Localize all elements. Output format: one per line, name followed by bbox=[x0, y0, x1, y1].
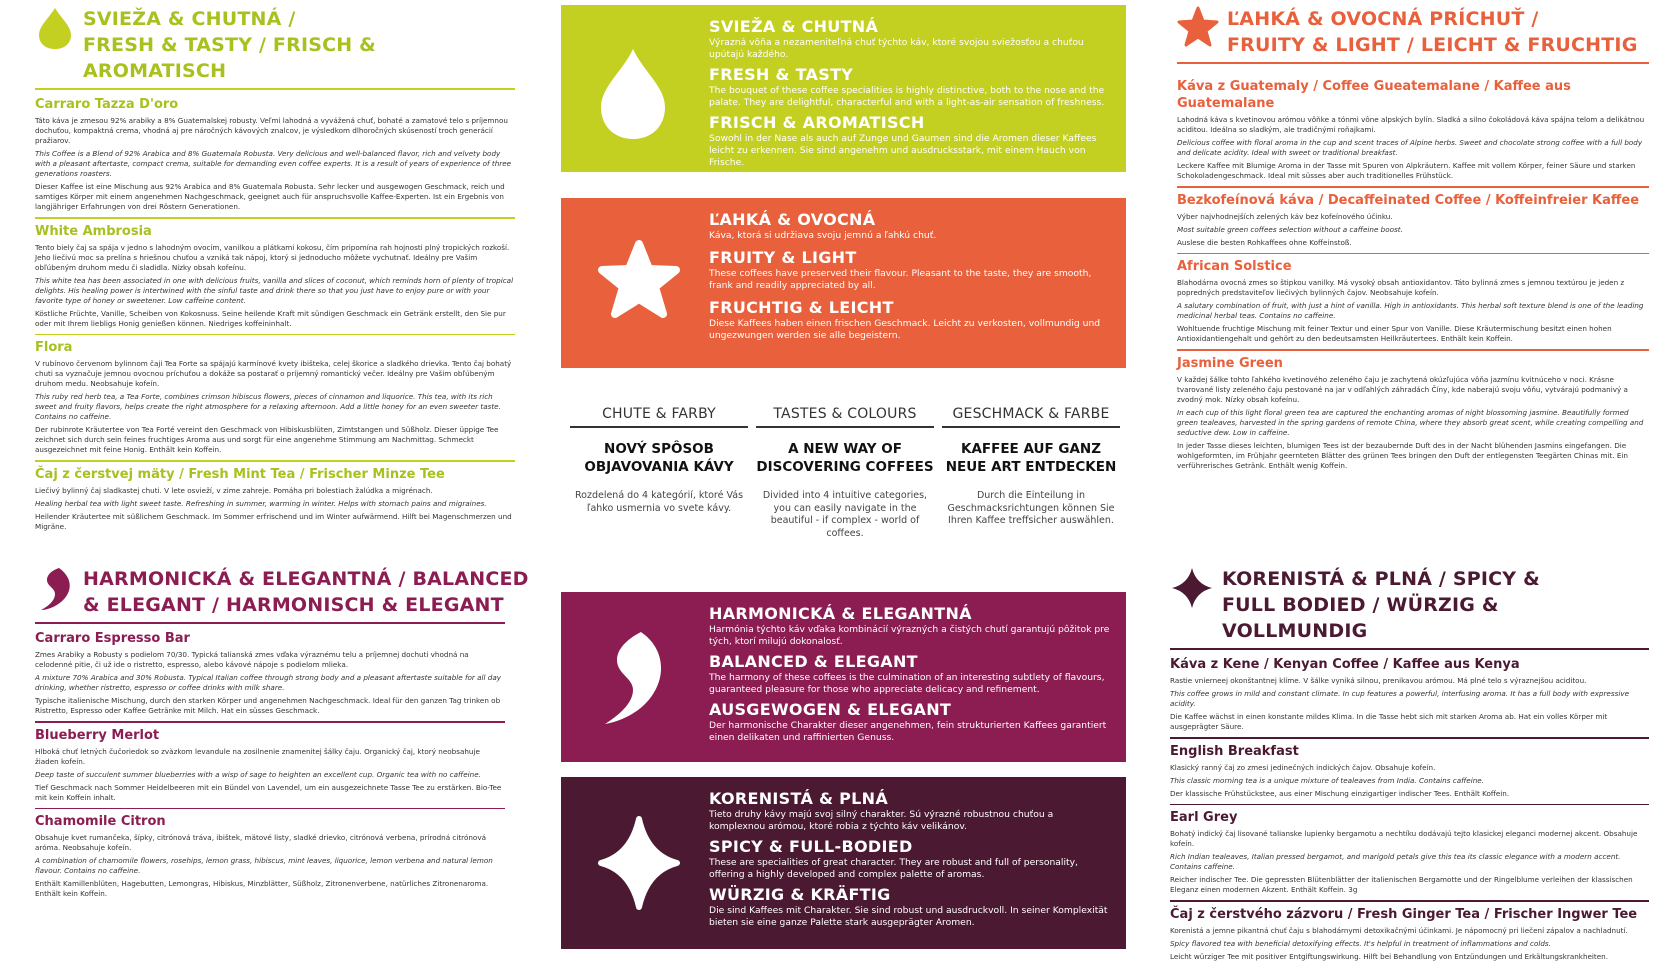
panel-heading-sk: HARMONICKÁ & ELEGANTNÁ bbox=[709, 604, 972, 623]
panel-light bbox=[561, 198, 1126, 368]
item-desc-de: Tief Geschmack nach Sommer Heidelbeeren mit ein Bündel von Lavendel, um ein ausgezeichnete Tasse Tee zu erstärken. Bio-Tee mit kein Koffein inhalt. bbox=[35, 782, 502, 802]
item-divider bbox=[35, 721, 505, 723]
item-desc-en: Rich Indian tealeaves, Italian pressed bergamot, and marigold petals give this tea its classic elegance with a modern accent. Contains caffeine. bbox=[1170, 852, 1621, 871]
item-desc-de: Wohltuende fruchtige Mischung mit feiner Textur und einer Spur von Vanille. Diese Kräutermischung besitzt einen hohen Antioxidantiengehalt und gehört zu den bedeutsamsten Heilkräutertees. Enthält kein Koffein. bbox=[1177, 324, 1612, 343]
item-divider bbox=[1170, 737, 1649, 739]
item-name: Jasmine Green bbox=[1177, 355, 1283, 371]
intro-heading: A NEW WAY OF DISCOVERING COFFEES bbox=[756, 441, 934, 475]
item-desc-sk: Blahodárna ovocná zmes so štipkou vanilky. Má vysoký obsah antioxidantov. Táto bylinná zmes s jemnou textúrou je jeden z popredných predstaviteľov liečivých bylinných čajov. Neobsahuje kofeín. bbox=[1177, 278, 1625, 297]
item-desc-en: Deep taste of succulent summer blueberries with a wisp of sage to heighten an excellent cup. Organic tea with no caffeine. bbox=[35, 769, 481, 779]
section-fresh-rule bbox=[35, 88, 515, 90]
section-fresh-header bbox=[35, 6, 515, 84]
item-divider bbox=[1170, 804, 1649, 806]
section-light-title-line1: ĽAHKÁ & OVOCNÁ PRÍCHUŤ / bbox=[1227, 8, 1539, 30]
item-desc-en: This Coffee is a Blend of 92% Arabica and 8% Guatemala Robusta. Very delicious and well-balanced flavor, rich and velvety body with a pleasant aftertaste, compact crema, suitable for demanding even coffee experts. It is a result of years of experience of three generations roasters. bbox=[35, 149, 512, 178]
panel-balanced bbox=[561, 592, 1126, 762]
menu-item bbox=[1177, 258, 1649, 351]
item-desc-sk: Klasický ranný čaj zo zmesi jedinečných indických čajov. Obsahuje kofeín. bbox=[1170, 762, 1436, 772]
section-balanced-rule bbox=[35, 622, 505, 624]
section-balanced-title bbox=[83, 566, 529, 618]
item-desc-en: Spicy flavored tea with beneficial detoxifying effects. It's helpful in treatment of inflammations and colds. bbox=[1170, 938, 1551, 948]
panel-heading-de: FRISCH & AROMATISCH bbox=[709, 113, 925, 132]
panel-desc-en: These coffees have preserved their flavour. Pleasant to the taste, they are smooth, frank and readily appreciated by all. bbox=[709, 268, 1092, 291]
item-desc-sk: Liečivý bylinný čaj sladkastej chuti. V lete osvieží, v zime zahreje. Pomáha pri bolestiach žalúdka a migrénach. bbox=[35, 485, 433, 495]
menu-item bbox=[1170, 743, 1649, 806]
item-desc-en: In each cup of this light floral green tea are captured the enchanting aromas of night blossoming jasmine. Beautifully formed green tealeaves, harvested in the spring gardens of remote China, where they absorb great scent, while creating compelling and seductive dew. Low in caffeine. bbox=[1177, 407, 1644, 437]
star-icon bbox=[1177, 6, 1219, 48]
menu-item bbox=[1177, 192, 1649, 255]
item-desc-en: This coffee grows in mild and constant climate. In cup features a powerful, interfusing aroma. It has a full body with expressive acidity. bbox=[1170, 689, 1629, 708]
section-spicy-title bbox=[1222, 566, 1649, 644]
panel-heading-en: BALANCED & ELEGANT bbox=[709, 652, 918, 671]
star-icon bbox=[597, 238, 681, 322]
panel-light-text bbox=[709, 210, 1112, 346]
item-desc-de: Köstliche Früchte, Vanille, Scheiben von Kokosnuss. Seine heilende Kraft mit sündigen Geschmack ein Getränk erstellt, den Sie pur oder mit Ihrem liebligs Honig genießen können. Niedriges koffeininhalt. bbox=[35, 308, 506, 328]
item-desc-de: Der klassische Frühstückstee, aus einer Mischung einzigartiger indischer Tees. Enthält Koffein. bbox=[1170, 788, 1510, 798]
menu-item bbox=[35, 630, 505, 723]
menu-item bbox=[1170, 809, 1649, 902]
intro-label: GESCHMACK & FARBE bbox=[942, 406, 1120, 428]
sparkle-icon bbox=[597, 815, 681, 911]
section-spicy-rule bbox=[1170, 648, 1649, 650]
item-desc-de: Typische italienische Mischung, durch den starken Körper und angenehmen Nachgeschmack. Ideal für den ganzen Tag trinken ob Ristretto, Espresso oder Kaffee Getränke mit Milch. Hat ein süsses Geschmack. bbox=[35, 696, 501, 715]
item-desc-de: Leckere Kaffee mit Blumige Aroma in der Tasse mit Spuren von Alpkräutern. Kaffee mit vollem Körper, feiner Säure und starken Schokoladengeschmack. Ideal mit süsses aber auch traditionelles Frühstück. bbox=[1177, 161, 1636, 180]
menu-item bbox=[35, 466, 515, 532]
panel-heading-en: SPICY & FULL-BODIED bbox=[709, 837, 913, 856]
item-desc-de: Dieser Kaffee ist eine Mischung aus 92% Arabica and 8% Guatemala Robusta. Sehr lecker und ausgewogen Geschmack, reich und samtiges Körper mit einem angenehmen Nachgeschmack, geeignet auch für anspruchsvolle Kaffee-Experten. Ist ein Ergebnis von langjähriger Erfahrungen von drei Röstern Generationen. bbox=[35, 182, 505, 211]
item-name: Káva z Guatemaly / Coffee Gueatemalane / Kaffee aus Guatemalane bbox=[1177, 79, 1571, 111]
panel-desc-de: Diese Kaffees haben einen frischen Geschmack. Leicht zu verkosten, vollmundig und ungezwungen werden sie alle begeistern. bbox=[709, 318, 1101, 341]
item-name: African Solstice bbox=[1177, 259, 1292, 274]
drop-icon bbox=[35, 6, 75, 50]
item-desc-sk: Korenistá a jemne pikantná chuť čaju s blahodárnymi detoxikačnými účinkami. Je nápomocný pri liečení zápalov a nachladnutí. bbox=[1170, 925, 1628, 935]
section-light-title bbox=[1227, 6, 1638, 58]
menu-item bbox=[35, 223, 515, 336]
intro-column-de bbox=[942, 406, 1120, 556]
item-divider bbox=[35, 217, 515, 219]
item-name: Carraro Tazza D'oro bbox=[35, 97, 179, 112]
panel-spicy-text bbox=[709, 789, 1112, 933]
menu-item bbox=[35, 96, 515, 219]
item-name: White Ambrosia bbox=[35, 223, 152, 239]
intro-label: CHUTE & FARBY bbox=[570, 406, 748, 428]
section-spicy-title-line1: KORENISTÁ & PLNÁ / SPICY & bbox=[1222, 568, 1540, 590]
item-desc-sk: Obsahuje kvet rumančeka, šípky, citrónová tráva, ibištek, mätové listy, sladké drievko, citrónová verbena, prírodná citrónová aróma. Neobsahuje kofeín. bbox=[35, 833, 486, 852]
panel-desc-de: Die sind Kaffees mit Charakter. Sie sind robust und ausdruckvoll. In seiner Komplexität bieten sie eine ganze Palette stark ausgeprägter Aromen. bbox=[709, 905, 1108, 928]
panel-desc-sk: Tieto druhy kávy majú svoj silný charakter. Sú výrazné robustnou chuťou a komplexnou arómou, ktoré robia z týchto káv velikánov. bbox=[709, 809, 1054, 832]
item-desc-sk: Rastie vnierneej okonštantnej klíme. V šálke vyniká silnou, prenikavou arómou. Má plné telo s výraznejšou aciditou. bbox=[1170, 676, 1587, 685]
sparkle-icon bbox=[1170, 566, 1214, 610]
item-name: Carraro Espresso Bar bbox=[35, 631, 190, 646]
item-name: English Breakfast bbox=[1170, 743, 1299, 759]
item-desc-sk: Zmes Arabiky a Robusty s podielom 70/30. Typická talianská zmes vďaka výraznému telu a príjemnej dochuti vhodná na celodenné pitie, či už ide o ristretto, espresso, alebo kávové nápoje s podielom mlieka. bbox=[35, 650, 469, 669]
section-spicy bbox=[1170, 566, 1649, 966]
menu-item bbox=[35, 727, 505, 810]
section-light-header bbox=[1177, 6, 1649, 58]
drop-icon bbox=[597, 47, 669, 141]
intro-column-en bbox=[756, 406, 934, 556]
section-light-rule bbox=[1177, 62, 1649, 64]
menu-item bbox=[35, 339, 515, 462]
panel-heading-de: AUSGEWOGEN & ELEGANT bbox=[709, 700, 952, 719]
item-desc-en: Healing herbal tea with light sweet taste. Refreshing in summer, warming in winter. Helps with stomach pains and migraines. bbox=[35, 498, 487, 508]
item-desc-en: A combination of chamomile flowers, rosehips, lemon grass, hibiscus, mint leaves, liquorice, lemon verbena and natural lemon flavour. Contains no caffeine. bbox=[35, 856, 493, 875]
panel-desc-de: Der harmonische Charakter dieser angenehmen, fein strukturierten Kaffees garantiert einen delikaten und raffinierten Genuss. bbox=[709, 720, 1107, 743]
section-fresh-title-line1: SVIEŽA & CHUTNÁ / bbox=[83, 8, 296, 30]
intro-columns bbox=[570, 406, 1120, 556]
section-light-title-line2: FRUITY & LIGHT / LEICHT & FRUCHTIG bbox=[1227, 34, 1638, 56]
item-desc-en: This classic morning tea is a unique mixture of tealeaves from India. Contains caffeine. bbox=[1170, 775, 1484, 785]
item-desc-de: Der rubinrote Kräutertee von Tea Forté vereint den Geschmack von Hibiskusblüten, Zimtstangen und Süßholz. Dieser üppige Tee zeichnet sich durch sein feines fruchtiges Aroma aus und sorgt für eine angenehme Stimmung am Nachmittag. Schmeckt ausgezeichnet mit feine Honig. Enthält kein Koffein. bbox=[35, 425, 499, 454]
intro-desc: Durch die Einteilung in Geschmacksrichtungen können Sie Ihren Kaffee treffsicher auswählen. bbox=[947, 490, 1115, 526]
section-fresh-title bbox=[83, 6, 515, 84]
panel-desc-sk: Káva, ktorá si udržiava svoju jemnú a ľahkú chuť. bbox=[709, 230, 937, 241]
panel-desc-sk: Harmónia týchto káv vďaka kombinácií výrazných a čistých chutí garantujú pôžitok pre tých, ktorí milujú dokonalosť. bbox=[709, 624, 1110, 647]
item-name: Čaj z čerstvej mäty / Fresh Mint Tea / Frischer Minze Tee bbox=[35, 466, 445, 482]
panel-heading-sk: SVIEŽA & CHUTNÁ bbox=[709, 17, 879, 36]
item-name: Bezkofeínová káva / Decaffeinated Coffee / Koffeinfreier Kaffee bbox=[1177, 192, 1640, 208]
item-name: Čaj z čerstvého zázvoru / Fresh Ginger Tea / Frischer Ingwer Tee bbox=[1170, 906, 1638, 922]
item-desc-sk: Táto káva je zmesou 92% arabiky a 8% Guatemalskej robusty. Veľmi lahodná a vyvážená chuť, bohaté a zamatové telo s príjemnou dochuťou, kompaktná crema, vhodná aj pre náročných kávových znalcov, je výsledkom dlhoročných skúseností troch generácií pražiarov. bbox=[35, 116, 508, 145]
section-spicy-header bbox=[1170, 566, 1649, 644]
menu-item bbox=[1170, 906, 1649, 962]
panel-heading-en: FRESH & TASTY bbox=[709, 65, 854, 84]
item-divider bbox=[1177, 349, 1649, 351]
menu-item bbox=[1177, 78, 1649, 188]
panel-heading-de: WÜRZIG & KRÄFTIG bbox=[709, 885, 891, 904]
item-divider bbox=[35, 334, 515, 336]
panel-fresh bbox=[561, 5, 1126, 172]
item-desc-de: Enthält Kamillenblüten, Hagebutten, Lemongras, Hibiskus, Minzblätter, Süßholz, Zitronenverbene, natürliches Zitronenaroma. Enthält kein Koffein. bbox=[35, 879, 489, 898]
panel-desc-en: The harmony of these coffees is the culmination of an interesting subtlety of flavours, guaranteed pleasure for those who appreciate delicacy and refinement. bbox=[709, 672, 1105, 695]
section-fresh-title-line2: FRESH & TASTY / FRISCH & AROMATISCH bbox=[83, 34, 376, 82]
panel-balanced-text bbox=[709, 604, 1112, 748]
section-balanced-title-line2: & ELEGANT / HARMONISCH & ELEGANT bbox=[83, 594, 504, 616]
item-desc-sk: V každej šálke tohto ľahkého kvetinového zeleného čaju je zachytená okúzľujúca vôňa jazmínu kvitnúceho v noci. Krásne tvarované listy zeleného čaju pestované na jar v odľahlých záhradách Číny, kde naberajú svoju vôňu, vytvárajú podmanivý a zvodný mok. Nízky obsah kofeínu. bbox=[1177, 374, 1628, 404]
menu-item bbox=[35, 813, 505, 899]
item-name: Chamomile Citron bbox=[35, 814, 166, 829]
intro-heading: KAFFEE AUF GANZ NEUE ART ENTDECKEN bbox=[945, 441, 1117, 475]
panel-heading-de: FRUCHTIG & LEICHT bbox=[709, 298, 894, 317]
item-desc-de: In jeder Tasse dieses leichten, blumigen Tees ist der bezaubernde Duft des in der Nacht blühenden Jasmins eingefangen. Die wohlgeformten, im Frühjahr geernteten Blätter des grünen Tees bringen den Duft der entlegensten Teegärten Chinas mit. Ein verführerisches Getränk. Enthält wenig Koffein. bbox=[1177, 440, 1628, 470]
item-divider bbox=[1177, 253, 1649, 255]
item-desc-en: This white tea has been associated in one with delicious fruits, vanilla and slices of coconut, which reminds horn of plenty of tropical delights. His healing power is intertwined with the sinful taste and drink there so that you just have to enjoy pure or with your favorite type of honey or sweetener. Low caffeine content. bbox=[35, 275, 514, 305]
item-desc-de: Auslese die besten Rohkaffees ohne Koffeinstoß. bbox=[1177, 237, 1352, 247]
panel-spicy bbox=[561, 777, 1126, 949]
intro-heading: NOVÝ SPÔSOB OBJAVOVANIA KÁVY bbox=[584, 441, 734, 475]
panel-fresh-text bbox=[709, 17, 1112, 173]
item-divider bbox=[1177, 186, 1649, 188]
item-desc-sk: V rubínovo červenom bylinnom čaji Tea Forte sa spájajú karmínové kvety ibištekа, celej škorice a sladkého drievka. Tento čaj bohatý chuti sa vyznačuje jemnou ovocnou príchuťou a dokáže sa postarať o príjemný romantický večer. Ideálny pre Vašim obľúbeným druhom medu. Neobsahuje kofeín. bbox=[35, 359, 512, 388]
item-name: Flora bbox=[35, 340, 73, 355]
section-balanced-title-line1: HARMONICKÁ & ELEGANTNÁ / BALANCED bbox=[83, 568, 529, 590]
item-desc-en: Delicious coffee with floral aroma in the cup and scent traces of Alpine herbs. Sweet and chocolate strong coffee with a full body and delicate acidity. Ideal with sweet or traditional breakfast. bbox=[1177, 138, 1643, 157]
section-light bbox=[1177, 6, 1649, 475]
panel-heading-sk: KORENISTÁ & PLNÁ bbox=[709, 789, 889, 808]
panel-desc-en: These are specialities of great character. They are robust and full of personality, offering a highly developed and complex palette of aromas. bbox=[709, 857, 1078, 880]
intro-column-sk bbox=[570, 406, 748, 556]
item-desc-sk: Tento biely čaj sa spája v jedno s lahodným ovocím, vanilkou a plátkami kokosu, čím pripomína rah hojnosti plný tropických rozkoší. Jeho liečivú moc sa prelína s hriešnou chuťou a vzniká tak nápoj, ktorý si jednoducho môžete vychutnať. Ideálny pre Vašim obľúbeným druhom medu či sladidla. Nízky obsah kofeínu. bbox=[35, 242, 510, 272]
swirl-icon bbox=[597, 628, 671, 728]
item-desc-sk: Lahodná káva s kvetinovou arómou vôňke a tónmi vône alpských bylín. Sladká a silno čokoládová káva spájna telom a delikátnou aciditou. Ideálna so sladkým, ale tradičnými roňajkami. bbox=[1177, 115, 1645, 134]
intro-desc: Rozdelená do 4 kategórií, ktoré Vás ľahko usmernia vo svete kávy. bbox=[574, 490, 744, 514]
panel-heading-sk: ĽAHKÁ & OVOCNÁ bbox=[709, 210, 876, 229]
item-desc-de: Die Kaffee wächst in einen konstante mildes Klima. In die Tasse hebt sich mit starken Aroma ab. Hat ein volles Körper mit ausgeprägter Säure. bbox=[1170, 712, 1608, 731]
panel-desc-sk: Výrazná vôňa a nezameniteľná chuť týchto káv, ktoré svojou sviežosťou a chuťou upútajú každého. bbox=[709, 37, 1084, 60]
menu-item bbox=[1170, 656, 1649, 739]
panel-heading-en: FRUITY & LIGHT bbox=[709, 248, 857, 267]
item-desc-de: Heilender Kräutertee mit süßlichem Geschmack. Im Sommer erfrischend und im Winter aufwärmend. Hilft bei Magenschmerzen und Migräne. bbox=[35, 511, 512, 531]
item-name: Earl Grey bbox=[1170, 810, 1238, 825]
item-desc-en: Most suitable green coffees selection without a caffeine boost. bbox=[1177, 224, 1403, 234]
item-name: Blueberry Merlot bbox=[35, 727, 160, 743]
item-desc-sk: Výber najvhodnejších zelených káv bez kofeínového účinku. bbox=[1177, 211, 1393, 221]
panel-desc-de: Sowohl in der Nase als auch auf Zunge und Gaumen sind die Aromen dieser Kaffees leicht zu erkennen. Sie sind angenehm und ausdrucksstark, mit einem Hauch von Frische. bbox=[709, 133, 1097, 168]
item-divider bbox=[35, 808, 505, 810]
menu-item bbox=[1177, 355, 1649, 471]
item-divider bbox=[35, 460, 515, 462]
item-desc-de: Leicht würziger Tee mit positiver Entgiftungswirkung. Hilft bei Behandlung von Entzündungen und Erkältungskrankheiten. bbox=[1170, 951, 1609, 961]
item-desc-en: A mixture 70% Arabica and 30% Robusta. Typical Italian coffee through strong body and a pleasant aftertaste suitable for all day drinking, whether ristretto, espresso or coffee drinks with milk share. bbox=[35, 673, 502, 692]
panel-desc-en: The bouquet of these coffee specialities is highly distinctive, both to the nose and the palate. They are delightful, characterful and with a light-as-air sensation of freshness. bbox=[709, 85, 1105, 108]
item-desc-sk: Bohatý indický čaj lisované talianske lupienky bergamotu a nechtíku dodávajú tejto klasickej eleganci modernej akcent. Obsahuje kofeín. bbox=[1170, 829, 1638, 848]
section-fresh bbox=[35, 6, 515, 536]
section-balanced bbox=[35, 566, 535, 903]
item-desc-en: A salutary combination of fruit, with just a hint of vanilla. High in antioxidants. This herbal soft texture blend is one of the leading medicinal herbal teas. Contains no caffeine. bbox=[1177, 301, 1644, 320]
intro-desc: Divided into 4 intuitive categories, you can easily navigate in the beautiful - if complex - world of coffees. bbox=[762, 490, 928, 539]
intro-label: TASTES & COLOURS bbox=[756, 406, 934, 428]
section-balanced-header bbox=[35, 566, 535, 618]
item-name: Káva z Kene / Kenyan Coffee / Kaffee aus Kenya bbox=[1170, 657, 1520, 672]
swirl-icon bbox=[35, 566, 75, 612]
item-divider bbox=[1170, 900, 1649, 902]
item-desc-sk: Hlboká chuť letných čučoriedok so zvàzkom levandule na zosilnenie znamenitej šálky čaju. Organický čaj, ktorý neobsahuje žiaden kofeín. bbox=[35, 746, 480, 766]
item-desc-en: This ruby red herb tea, a Tea Forte, combines crimson hibiscus flowers, pieces of cinnamon and liquorice. This tea, with its rich sweet and fruity flavors, helps create the right atmosphere for a relaxing afternoon. Add a little honey for an even sweeter taste. Contains no caffeine. bbox=[35, 392, 501, 421]
section-spicy-title-line2: FULL BODIED / WÜRZIG & VOLLMUNDIG bbox=[1222, 594, 1499, 642]
item-desc-de: Reicher indischer Tee. Die gepressten Blütenblätter der italienischen Bergamotte und der Ringelblume verleihen der klassischen Eleganz einen modernen Akzent. Enthält Koffein. 3g bbox=[1170, 875, 1633, 894]
